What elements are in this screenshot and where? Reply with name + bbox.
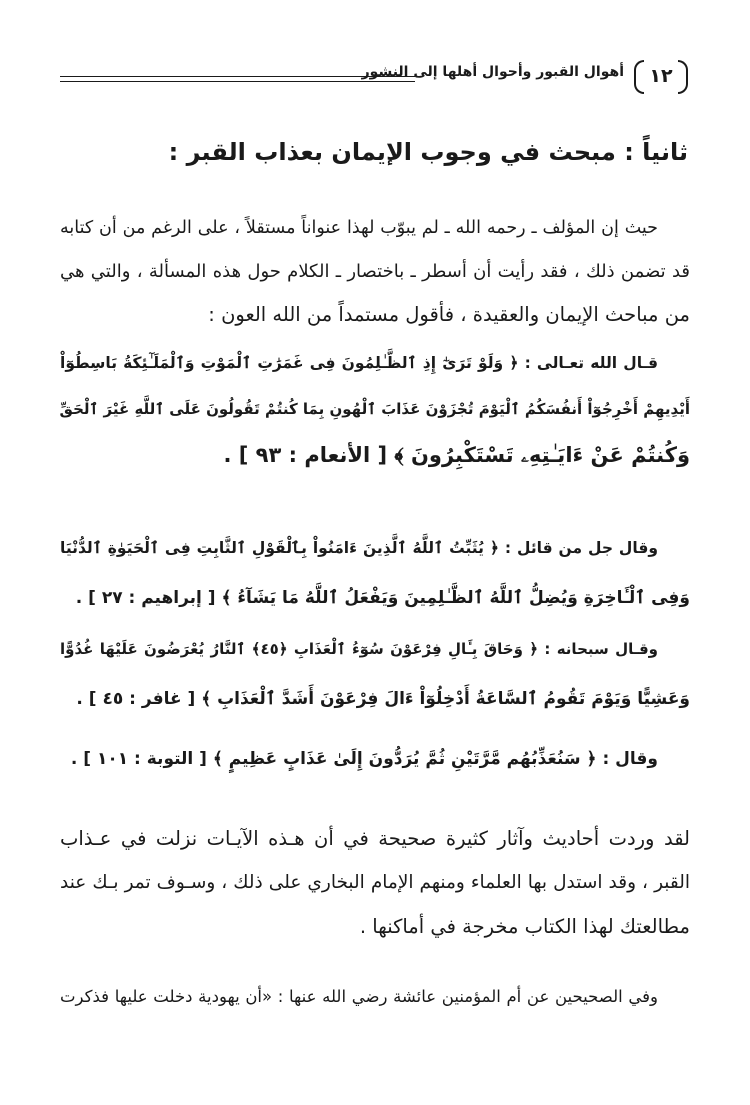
quran-line: أَيْدِيهِمْ أَخْرِجُوٓاْ أَنفُسَكُمُ ٱلْيَوْمَ تُجْزَوْنَ عَذَابَ ٱلْهُونِ بِمَا كُنتُمْ تَقُولُونَ عَلَى ٱللَّهِ غَيْرَ ٱلْحَقِّ bbox=[59, 400, 690, 418]
running-title: أهوال القبور وأحوال أهلها إلى النشور bbox=[361, 64, 624, 80]
paragraph-hadith-note bbox=[60, 817, 690, 949]
text-line: وفي الصحيحين عن أم المؤمنين عائشة رضي الله عنها : «أن يهودية دخلت عليها فذكرت bbox=[60, 987, 658, 1006]
paragraph-intro bbox=[60, 207, 690, 336]
text-line: القبر ، وقد استدل بها العلماء ومنهم الإمام البخاري على ذلك ، وسـوف تمر بـك عند bbox=[60, 872, 690, 893]
text-line: لقد وردت أحاديث وآثار كثيرة صحيحة في أن هـذه الآيـات نزلت في عـذاب bbox=[60, 827, 690, 850]
text-line: حيث إن المؤلف ـ رحمه الله ـ لم يبوّب لهذا عنواناً مستقلاً ، على الرغم من أن كتابه bbox=[60, 218, 658, 238]
quran-line: وَعَشِيًّا وَيَوْمَ تَقُومُ ٱلسَّاعَةُ أَدْخِلُوٓاْ ءَالَ فِرْعَوْنَ أَشَدَّ ٱلْعَذَابِ ﴾ [ غافر : ٤٥ ] . bbox=[76, 689, 690, 709]
quran-line: وقال جل من قائل : ﴿ يُثَبِّتُ ٱللَّهُ ٱلَّذِينَ ءَامَنُواْ بِٱلْقَوْلِ ٱلثَّابِتِ فِى ٱلْحَيَوٰةِ ٱلدُّنْيَا bbox=[60, 539, 658, 557]
paragraph-sahihain bbox=[60, 975, 690, 1019]
text-line: مطالعتك لهذا الكتاب مخرجة في أماكنها . bbox=[359, 915, 690, 938]
paragraph-quran-anam bbox=[60, 340, 690, 478]
page-number: ١٢ bbox=[634, 60, 688, 92]
quran-line: وَكُنتُمْ عَنْ ءَايَـٰتِهِۦ تَسْتَكْبِرُونَ ﴾ [ الأنعام : ٩٣ ] . bbox=[223, 443, 690, 467]
paragraph-quran-tawbah bbox=[60, 737, 690, 781]
text-line: قد تضمن ذلك ، فقد رأيت أن أسطر ـ باختصار ـ الكلام حول هذه المسألة ، والتي هي bbox=[60, 261, 690, 282]
quran-line: قـال الله تعـالى : ﴿ وَلَوْ تَرَىٰٓ إِذِ ٱلظَّـٰلِمُونَ فِى غَمَرَٰتِ ٱلْمَوْتِ وَٱلْمَلَـٰٓئِكَةُ بَاسِطُوٓاْ bbox=[60, 354, 658, 372]
quran-line: وقال : ﴿ سَنُعَذِّبُهُم مَّرَّتَيْنِ ثُمَّ يُرَدُّونَ إِلَىٰ عَذَابٍ عَظِيمٍ ﴾ [ التوبة : ١٠١ ] . bbox=[70, 749, 658, 769]
section-heading: ثانياً : مبحث في وجوب الإيمان بعذاب القبر : bbox=[168, 138, 688, 166]
text-line: من مباحث الإيمان والعقيدة ، فأقول مستمداً من الله العون : bbox=[208, 303, 690, 326]
quran-line: وَفِى ٱلْـَٔاخِرَةِ وَيُضِلُّ ٱللَّهُ ٱلظَّـٰلِمِينَ وَيَفْعَلُ ٱللَّهُ مَا يَشَآءُ ﴾ [ إبراهيم : ٢٧ ] . bbox=[75, 588, 690, 608]
running-header bbox=[60, 58, 688, 98]
paragraph-quran-ibrahim bbox=[60, 523, 690, 623]
paragraph-quran-ghafir bbox=[60, 624, 690, 724]
header-rule bbox=[60, 76, 415, 82]
quran-line: وقـال سبحانه : ﴿ وَحَاقَ بِـَٔالِ فِرْعَوْنَ سُوٓءُ ٱلْعَذَابِ ﴿٤٥﴾ ٱلنَّارُ يُعْرَضُونَ عَلَيْهَا غُدُوًّا bbox=[60, 640, 658, 658]
